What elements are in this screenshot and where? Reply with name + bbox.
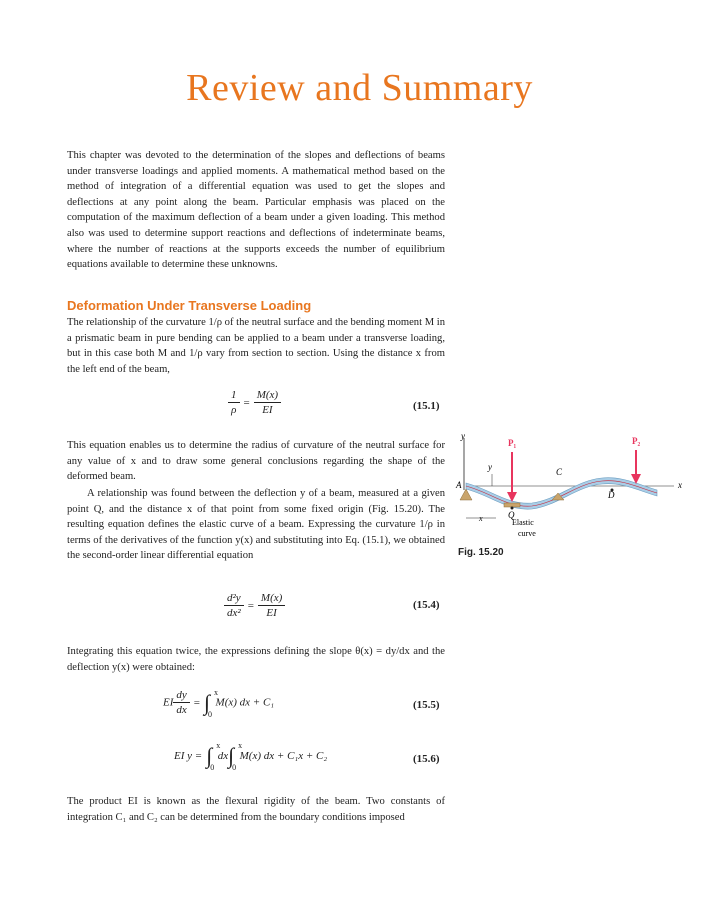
eq2-lhs-fraction: [224, 591, 244, 620]
eq4-integral-inner: ∫ x 0: [228, 741, 243, 772]
section-heading: Deformation Under Transverse Loading: [67, 298, 312, 313]
eq1-lhs-den: ρ: [231, 404, 237, 416]
figure-caption: Fig. 15.20: [458, 547, 504, 558]
eq1-rhs-den: EI: [262, 404, 273, 416]
page-title: Review and Summary: [186, 67, 533, 109]
eq4-upper-limit-1: x: [216, 741, 221, 750]
eq3-fraction: [173, 688, 189, 717]
intro-paragraph: This chapter was devoted to the determination of the slopes and deflections of beams under transverse loadings and applied moments. A mathematical method based on the method of integration of a differential equation was used to get the slopes and deflections at any point along the beam. Particular emphasis was placed on the computation of the maximum deflection of a beam under a given loading. This method also was used to determine support reactions and deflections of indeterminate beams, where the number of reactions at the supports exceeds the number of equilibrium equations available to determine these unknowns.: [67, 150, 445, 271]
label-a: A: [456, 480, 462, 490]
eq2-rhs-den: EI: [266, 607, 277, 619]
paragraph-integrating: Integrating this equation twice, the expressions defining the slope θ(x) = dy/dx and the deflection y(x) were obtained:: [67, 646, 445, 673]
eq2-rhs-fraction: [258, 591, 285, 620]
eq1-lhs-fraction: [228, 388, 240, 417]
eq2-lhs-den: dx²: [227, 607, 241, 619]
y-axis-label: y: [461, 431, 465, 441]
eq4-upper-limit-2: x: [238, 741, 243, 750]
equation-15-5: EI $\frac{dy}{dx}$ = ∫ x 0 M(x) dx + C₁: [163, 687, 275, 719]
eq3-body: M(x) dx + C₁: [215, 696, 275, 709]
eq4-prefix: EI y =: [174, 750, 203, 762]
eq4-lower-limit-2: 0: [232, 763, 237, 772]
eq2-lhs-num: d²y: [224, 591, 244, 606]
label-c: C: [556, 467, 563, 477]
eq3-lower-limit: 0: [208, 709, 212, 719]
label-curve: curve: [518, 529, 536, 538]
label-x-distance: x: [479, 514, 483, 523]
paragraph-curvature: The relationship of the curvature 1/ρ of the neutral surface and the bending moment M in a prismatic beam in pure bending can be applied to a beam under a transverse loading, but in this case both M and 1/ρ vary from section to section. Using the distance x from the left end of the beam,: [67, 317, 446, 375]
figure-15-20: [452, 430, 692, 545]
eq2-rhs-num: M(x): [258, 591, 285, 606]
equation-number-15-4: (15.4): [413, 599, 440, 611]
eq1-rhs-fraction: [254, 388, 281, 417]
eq3-frac-den: dx: [176, 704, 187, 716]
beam: [466, 478, 657, 509]
paragraph-radius: This equation enables us to determine the radius of curvature of the neutral surface for any value of x and to draw some general conclusions regarding the shape of the deformed beam.: [67, 440, 445, 483]
x-axis-label: x: [678, 480, 682, 490]
eq3-frac-num: dy: [173, 688, 189, 703]
equation-number-15-6: (15.6): [413, 753, 440, 765]
support-a: [460, 489, 472, 500]
eq4-mid: dx: [217, 750, 229, 762]
paragraph-flexural-rigidity: The product EI is known as the flexural rigidity of the beam. Two constants of integration C₁ and C₂ can be determined from the boundary conditions imposed: [67, 796, 445, 823]
paragraph-elastic-curve: A relationship was found between the deflection y of a beam, measured at a given point Q, and the distance x of that point from some fixed origin (Fig. 15.20). The resulting equation defines the elastic curve of a beam. Expressing the curvature 1/ρ in terms of the derivatives of the function y(x) and substituting into Eq. (15.1), we obtained the second-order linear differential equation: [67, 488, 445, 562]
label-elastic: Elastic: [512, 518, 534, 527]
eq3-prefix: EI: [163, 696, 174, 709]
eq1-lhs-num: 1: [228, 388, 240, 403]
label-q: Q: [508, 510, 515, 520]
equation-15-6: [174, 741, 328, 772]
eq3-upper-limit: x: [214, 687, 218, 697]
eq4-lower-limit-1: 0: [210, 763, 215, 772]
eq4-integral-outer: ∫ x 0: [206, 741, 221, 772]
eq1-rhs-num: M(x): [254, 388, 281, 403]
eq4-body: M(x) dx + C₁x + C₂: [239, 750, 328, 762]
label-d: D: [608, 490, 615, 500]
equation-15-4: $\frac{\text{d²y}}{\text{dx²}}$ = $\frac{M(x)}{EI}$: [224, 591, 285, 620]
label-y-deflection: y: [488, 462, 492, 472]
equation-15-1: $\frac{1}{\rho}$ = $\frac{M(x)}{EI}$: [228, 388, 281, 417]
support-b: [504, 503, 520, 507]
equation-number-15-5: (15.5): [413, 699, 440, 711]
label-p2: P₂: [632, 436, 641, 446]
eq3-integral: ∫ x 0: [204, 687, 218, 719]
label-p1: P₁: [508, 438, 517, 448]
equation-number-15-1: (15.1): [413, 400, 440, 412]
